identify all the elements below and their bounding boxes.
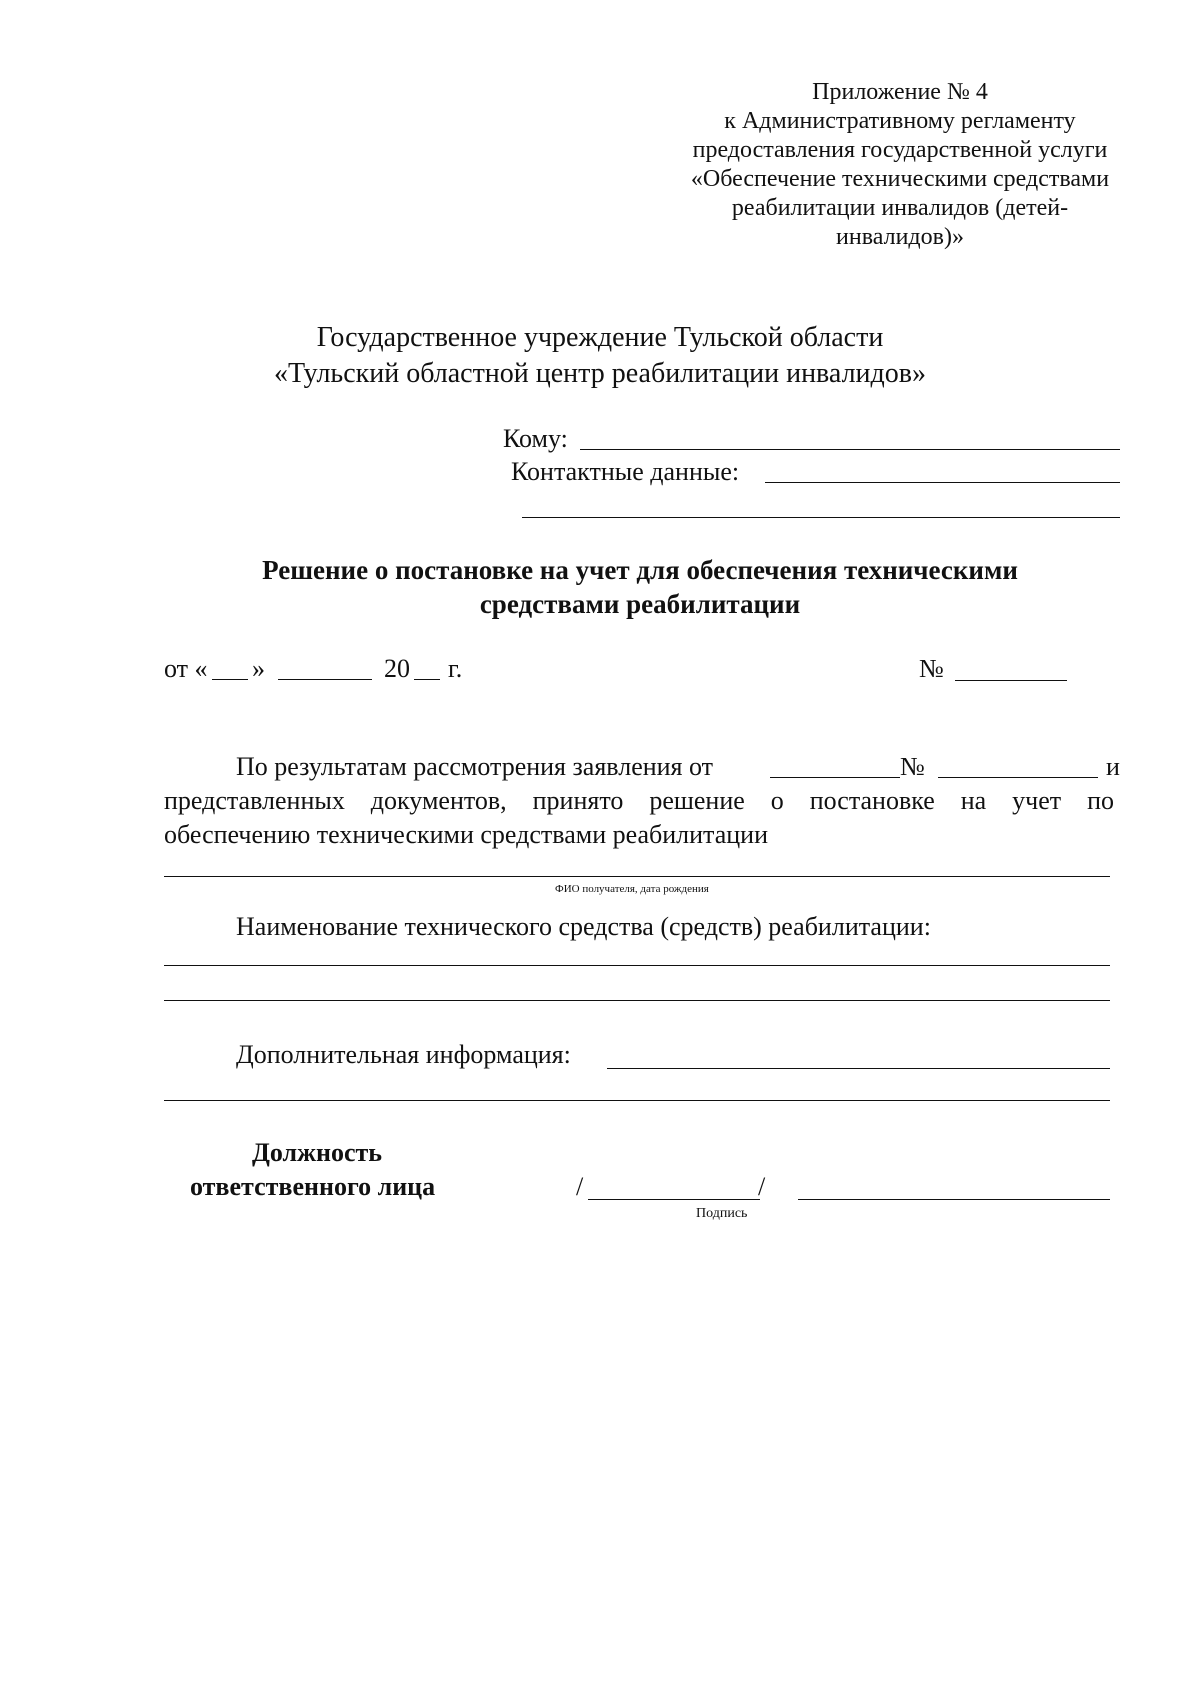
additional-info-label: Дополнительная информация: bbox=[236, 1040, 571, 1069]
date-month-field[interactable] bbox=[278, 679, 372, 680]
additional-info-field-2[interactable] bbox=[164, 1100, 1110, 1101]
title-line-2: средствами реабилитации bbox=[479, 589, 801, 619]
recipient-fio-field[interactable] bbox=[164, 876, 1110, 877]
signature-slash-open: / bbox=[576, 1172, 584, 1201]
fio-caption: ФИО получателя, дата рождения bbox=[555, 883, 709, 895]
body-line-2: представленных документов, принято решение о постановке на учет по bbox=[164, 786, 1114, 815]
signature-field[interactable] bbox=[588, 1199, 760, 1200]
date-close-quote: » bbox=[252, 654, 265, 683]
decision-number-label: № bbox=[919, 654, 944, 683]
position-label-line-2: ответственного лица bbox=[190, 1172, 436, 1201]
signature-caption: Подпись bbox=[696, 1206, 748, 1221]
institution-line-2: «Тульский областной центр реабилитации инвалидов» bbox=[273, 358, 927, 389]
application-number-field[interactable] bbox=[938, 777, 1098, 778]
to-field[interactable] bbox=[580, 449, 1120, 450]
body-line-1-start: По результатам рассмотрения заявления от bbox=[236, 752, 714, 781]
aid-name-field-1[interactable] bbox=[164, 965, 1110, 966]
body-application-number-label: № bbox=[900, 752, 925, 781]
to-label: Кому: bbox=[503, 424, 568, 453]
date-day-field[interactable] bbox=[212, 679, 248, 680]
document-title bbox=[200, 553, 1080, 621]
appendix-line: инвалидов)» bbox=[836, 224, 964, 250]
date-from-label: от « bbox=[164, 654, 208, 683]
body-line-1-end: и bbox=[1106, 752, 1120, 781]
official-name-field[interactable] bbox=[798, 1199, 1110, 1200]
date-year-prefix: 20 bbox=[384, 654, 410, 683]
contact-field[interactable] bbox=[765, 482, 1120, 483]
position-label-line-1: Должность bbox=[252, 1138, 383, 1167]
institution-line-1: Государственное учреждение Тульской области bbox=[316, 322, 884, 353]
body-line-3: обеспечению техническими средствами реабилитации bbox=[164, 820, 768, 849]
appendix-line: реабилитации инвалидов (детей- bbox=[731, 195, 1069, 221]
decision-number-field[interactable] bbox=[955, 680, 1067, 681]
appendix-line: к Административному регламенту bbox=[724, 108, 1076, 134]
appendix-line: «Обеспечение техническими средствами bbox=[690, 166, 1110, 192]
institution-name bbox=[250, 320, 950, 392]
appendix-line: предоставления государственной услуги bbox=[692, 137, 1108, 163]
date-year-suffix: г. bbox=[448, 654, 463, 683]
appendix-line: Приложение № 4 bbox=[812, 79, 988, 105]
aid-name-field-2[interactable] bbox=[164, 1000, 1110, 1001]
application-date-field[interactable] bbox=[770, 777, 900, 778]
signature-slash-close: / bbox=[758, 1172, 766, 1201]
contact-field-continued[interactable] bbox=[522, 517, 1120, 518]
title-line-1: Решение о постановке на учет для обеспечения техническими bbox=[262, 555, 1018, 585]
contact-label: Контактные данные: bbox=[511, 457, 740, 486]
appendix-header bbox=[640, 78, 1160, 252]
additional-info-field[interactable] bbox=[607, 1068, 1110, 1069]
aid-name-label: Наименование технического средства (средств) реабилитации: bbox=[236, 912, 931, 941]
date-year-field[interactable] bbox=[414, 679, 440, 680]
